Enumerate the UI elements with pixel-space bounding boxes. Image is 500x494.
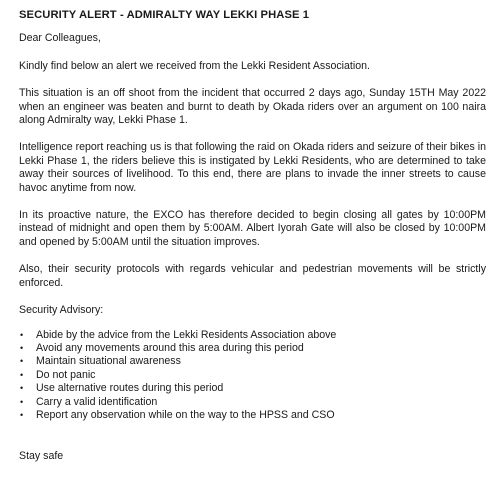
paragraph-exco-decision: In its proactive nature, the EXCO has therefore decided to begin closing all gates by 10:00PM instead of midnight and open them by 5:00AM. Albert Iyorah Gate will also be closed by 10:00PM and opened by 5:00AM until the situation improves. — [19, 209, 486, 248]
advisory-item — [19, 329, 486, 342]
advisory-item — [19, 355, 486, 368]
advisory-item-text: Do not panic — [36, 368, 96, 381]
paragraph-incident: This situation is an off shoot from the incident that occurred 2 days ago, Sunday 15TH May 2022 when an engineer was beaten and burnt to death by Okada riders over an argument on 100 naira along Admiralty way, Lekki Phase 1. — [19, 87, 486, 127]
advisory-heading: Security Advisory: — [19, 304, 104, 317]
advisory-item-text: Use alternative routes during this period — [36, 382, 224, 395]
advisory-item — [19, 369, 486, 382]
advisory-item-text: Abide by the advice from the Lekki Residents Association above — [36, 328, 337, 341]
advisory-item-text: Report any observation while on the way to the HPSS and CSO — [36, 408, 335, 421]
paragraph-intro: Kindly find below an alert we received from the Lekki Resident Association. — [19, 59, 370, 72]
bullet-icon: • — [20, 356, 24, 367]
advisory-item — [19, 396, 486, 409]
bullet-icon: • — [20, 396, 24, 407]
advisory-item-text: Avoid any movements around this area during this period — [36, 341, 304, 354]
advisory-item — [19, 342, 486, 355]
paragraph-intelligence: Intelligence report reaching us is that following the raid on Okada riders and seizure of their bikes in Lekki Phase 1, the riders believe this is instigated by Lekki Residents, who are determined to take away their sources of livelihood. To this end, there are plans to invade the inner streets to cause havoc anytime from now. — [19, 141, 486, 194]
advisory-item — [19, 409, 486, 422]
bullet-icon: • — [20, 342, 24, 353]
advisory-list — [19, 329, 486, 423]
advisory-item-text: Maintain situational awareness — [36, 355, 181, 368]
greeting: Dear Colleagues, — [19, 32, 101, 45]
bullet-icon: • — [20, 383, 24, 394]
advisory-item — [19, 382, 486, 395]
bullet-icon: • — [20, 369, 24, 380]
bullet-icon: • — [20, 329, 24, 340]
paragraph-security-protocols: Also, their security protocols with regards vehicular and pedestrian movements will be strictly enforced. — [19, 263, 486, 289]
bullet-icon: • — [20, 409, 24, 420]
document-title: SECURITY ALERT - ADMIRALTY WAY LEKKI PHASE 1 — [19, 9, 310, 21]
closing-line: Stay safe — [19, 450, 64, 463]
advisory-item-text: Carry a valid identification — [36, 395, 158, 408]
